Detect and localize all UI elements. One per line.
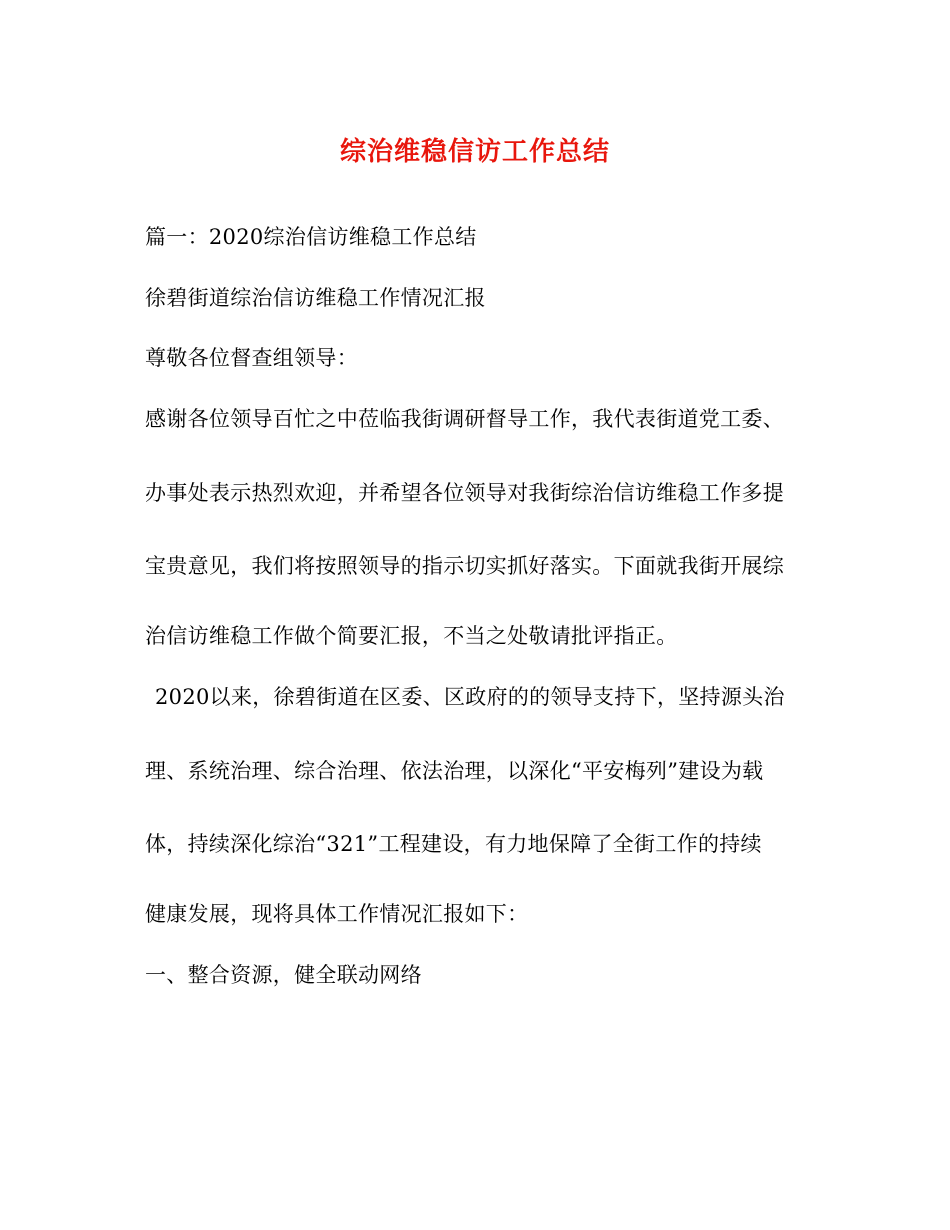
report-title: 徐碧街道综治信访维稳工作情况汇报 [145,286,486,310]
paragraph-line: 2020以来，徐碧街道在区委、区政府的的领导支持下，坚持源头治 [155,685,785,709]
paragraph-line: 理、系统治理、综合治理、依法治理，以深化“平安梅列”建设为载 [145,759,764,783]
document-title: 综治维稳信访工作总结 [339,137,610,167]
paragraph-line: 感谢各位领导百忙之中莅临我街调研督导工作，我代表街道党工委、 [145,407,784,431]
section-heading: 篇一：2020综治信访维稳工作总结 [145,225,477,249]
paragraph-line: 治信访维稳工作做个简要汇报，不当之处敬请批评指正。 [145,624,678,648]
salutation: 尊敬各位督查组领导： [145,346,358,370]
paragraph-line: 宝贵意见，我们将按照领导的指示切实抓好落实。下面就我街开展综 [145,554,784,578]
paragraph-line: 健康发展，现将具体工作情况汇报如下： [145,902,529,926]
paragraph-line: 办事处表示热烈欢迎，并希望各位领导对我街综治信访维稳工作多提 [145,481,784,505]
paragraph-line: 体，持续深化综治“321”工程建设，有力地保障了全街工作的持续 [145,832,762,856]
subsection-heading: 一、整合资源，健全联动网络 [145,963,422,987]
